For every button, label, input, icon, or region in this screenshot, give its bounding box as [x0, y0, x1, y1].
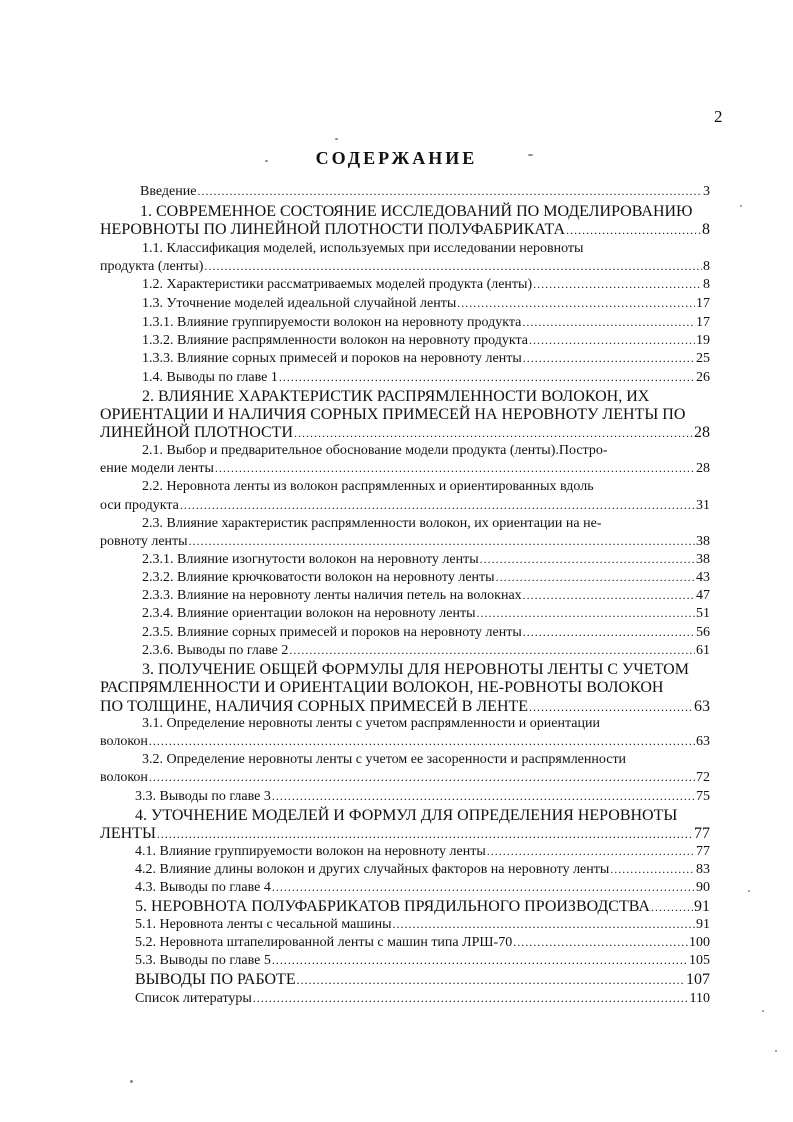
- toc-entry-label: 5. НЕРОВНОТА ПОЛУФАБРИКАТОВ ПРЯДИЛЬНОГО ПРОИЗВОДСТВА: [135, 898, 650, 915]
- toc-entry-label: 2.3.5. Влияние сорных примесей и пороков на неровноту ленты: [142, 625, 522, 640]
- toc-entry-page: 38: [696, 534, 710, 549]
- toc-entry-label: 5.3. Выводы по главе 5: [135, 953, 271, 968]
- toc-section-1-3-3[interactable]: [142, 350, 710, 367]
- toc-entry-label: 4.3. Выводы по главе 4: [135, 880, 271, 895]
- toc-entry-page: 110: [689, 991, 710, 1006]
- toc-entry-label: 4.2. Влияние длины волокон и других случайных факторов на неровноту ленты: [135, 862, 610, 877]
- toc-entry-label: оси продукта: [100, 498, 179, 513]
- toc-references[interactable]: [135, 990, 710, 1007]
- toc-section-2-3-2[interactable]: [142, 569, 710, 586]
- toc-section-1-3[interactable]: [142, 295, 710, 312]
- toc-section-1-3-2[interactable]: [142, 332, 710, 349]
- toc-chapter-1-line1[interactable]: 1. СОВРЕМЕННОЕ СОСТОЯНИЕ ИССЛЕДОВАНИЙ ПО МОДЕЛИРОВАНИЮ: [140, 203, 693, 220]
- toc-entry-page: 105: [689, 953, 710, 968]
- toc-entry-label: 2.3.3. Влияние на неровноту ленты наличия петель на волокнах: [142, 588, 522, 603]
- toc-entry-label: 1.2. Характеристики рассматриваемых моделей продукта (ленты): [142, 277, 533, 292]
- toc-entry-page: 8: [703, 259, 710, 274]
- toc-entry-label: ЛИНЕЙНОЙ ПЛОТНОСТИ: [100, 424, 293, 441]
- toc-entry-label: волокон: [100, 770, 148, 785]
- toc-section-3-1-line1[interactable]: 3.1. Определение неровноты ленты с учетом распрямленности и ориентации: [142, 716, 600, 731]
- toc-entry-label: 5.2. Неровнота штапелированной ленты с машин типа ЛРШ-70: [135, 935, 513, 950]
- toc-entry-label: ровноту ленты: [100, 534, 188, 549]
- toc-entry-label: Введение: [140, 184, 197, 199]
- toc-section-2-3-6[interactable]: [142, 642, 710, 659]
- toc-entry-page: 26: [696, 370, 710, 385]
- toc-section-3-3[interactable]: [135, 788, 710, 805]
- toc-section-2-3-1[interactable]: [142, 551, 710, 568]
- toc-section-4-3[interactable]: [135, 879, 710, 896]
- toc-entry-label: 2.3.2. Влияние крючковатости волокон на неровноту ленты: [142, 570, 495, 585]
- toc-entry-label: ение модели ленты: [100, 461, 214, 476]
- toc-chapter-4[interactable]: [100, 824, 710, 844]
- toc-section-1-4[interactable]: [142, 369, 710, 386]
- toc-entry-page: 61: [696, 643, 710, 658]
- scan-speck: [265, 160, 268, 162]
- toc-entry-page: 77: [696, 844, 710, 859]
- toc-entry-page: 63: [696, 734, 710, 749]
- toc-section-2-3-3[interactable]: [142, 587, 710, 604]
- toc-section-2-3-line1[interactable]: 2.3. Влияние характеристик распрямленности волокон, их ориентации на не-: [142, 516, 602, 531]
- toc-entry-page: 56: [696, 625, 710, 640]
- toc-entry-page: 47: [696, 588, 710, 603]
- toc-entry-page: 91: [696, 917, 710, 932]
- toc-section-2-1-line1[interactable]: 2.1. Выбор и предварительное обоснование модели продукта (ленты).Постро-: [142, 443, 608, 458]
- toc-section-1-1-line1[interactable]: 1.1. Классификация моделей, используемых при исследовании неровноты: [142, 241, 584, 256]
- toc-entry-page: 63: [694, 698, 710, 715]
- toc-chapter-3-line2[interactable]: РАСПРЯМЛЕННОСТИ И ОРИЕНТАЦИИ ВОЛОКОН, НЕ-РОВНОТЫ ВОЛОКОН: [100, 679, 664, 696]
- toc-section-3-2[interactable]: [100, 769, 710, 786]
- toc-chapter-2-line1[interactable]: 2. ВЛИЯНИЕ ХАРАКТЕРИСТИК РАСПРЯМЛЕННОСТИ ВОЛОКОН, ИХ: [142, 388, 650, 405]
- toc-entry-label: ЛЕНТЫ: [100, 825, 156, 842]
- toc-entry-page: 3: [703, 184, 710, 199]
- toc-entry-label: 5.1. Неровнота ленты с чесальной машины: [135, 917, 392, 932]
- toc-entry-page: 25: [696, 351, 710, 366]
- toc-entry-label: НЕРОВНОТЫ ПО ЛИНЕЙНОЙ ПЛОТНОСТИ ПОЛУФАБРИКАТА: [100, 221, 566, 238]
- toc-entry-page: 38: [696, 552, 710, 567]
- toc-entry-label: 1.4. Выводы по главе 1: [142, 370, 278, 385]
- toc-entry-page: 100: [689, 935, 710, 950]
- scan-speck: [335, 138, 338, 140]
- toc-conclusions[interactable]: [135, 970, 710, 990]
- scan-speck: [775, 1050, 777, 1052]
- toc-entry-intro[interactable]: [140, 183, 710, 200]
- scan-speck: [740, 205, 742, 207]
- toc-entry-label: 2.3.1. Влияние изогнутости волокон на неровноту ленты: [142, 552, 479, 567]
- page-title: СОДЕРЖАНИЕ: [315, 148, 478, 168]
- toc-entry-page: 91: [694, 898, 710, 915]
- toc-chapter-3[interactable]: [100, 697, 710, 717]
- toc-entry-label: 2.3.6. Выводы по главе 2: [142, 643, 289, 658]
- toc-entry-label: 1.3.1. Влияние группируемости волокон на неровноту продукта: [142, 315, 522, 330]
- toc-entry-page: 31: [696, 498, 710, 513]
- toc-section-5-1[interactable]: [135, 916, 710, 933]
- toc-chapter-4-line1[interactable]: 4. УТОЧНЕНИЕ МОДЕЛЕЙ И ФОРМУЛ ДЛЯ ОПРЕДЕЛЕНИЯ НЕРОВНОТЫ: [135, 807, 678, 824]
- toc-entry-page: 17: [696, 296, 710, 311]
- scan-speck: [130, 1080, 133, 1083]
- toc-chapter-3-line1[interactable]: 3. ПОЛУЧЕНИЕ ОБЩЕЙ ФОРМУЛЫ ДЛЯ НЕРОВНОТЫ ЛЕНТЫ С УЧЕТОМ: [142, 661, 689, 678]
- toc-section-2-2[interactable]: [100, 497, 710, 514]
- toc-section-5-3[interactable]: [135, 952, 710, 969]
- toc-entry-page: 43: [696, 570, 710, 585]
- toc-section-1-1[interactable]: [100, 258, 710, 275]
- toc-section-2-3-4[interactable]: [142, 605, 710, 622]
- toc-entry-page: 107: [686, 971, 710, 988]
- scan-speck: [748, 890, 750, 892]
- scan-speck: [528, 154, 533, 156]
- toc-chapter-1[interactable]: [100, 220, 710, 240]
- toc-entry-page: 77: [694, 825, 710, 842]
- toc-entry-page: 17: [696, 315, 710, 330]
- toc-entry-page: 19: [696, 333, 710, 348]
- toc-entry-label: волокон: [100, 734, 148, 749]
- toc-chapter-5[interactable]: [135, 897, 710, 917]
- toc-section-1-3-1[interactable]: [142, 314, 710, 331]
- toc-entry-page: 8: [703, 277, 710, 292]
- toc-entry-page: 75: [696, 789, 710, 804]
- toc-chapter-2[interactable]: [100, 423, 710, 443]
- toc-entry-page: 28: [694, 424, 710, 441]
- toc-entry-label: ПО ТОЛЩИНЕ, НАЛИЧИЯ СОРНЫХ ПРИМЕСЕЙ В ЛЕНТЕ: [100, 698, 529, 715]
- toc-entry-page: 83: [696, 862, 710, 877]
- toc-entry-label: ВЫВОДЫ ПО РАБОТЕ: [135, 971, 296, 988]
- toc-entry-label: 4.1. Влияние группируемости волокон на неровноту ленты: [135, 844, 486, 859]
- scan-speck: [762, 1010, 764, 1012]
- toc-entry-page: 8: [702, 221, 710, 238]
- toc-entry-label: 1.3. Уточнение моделей идеальной случайной ленты: [142, 296, 457, 311]
- toc-entry-label: 3.3. Выводы по главе 3: [135, 789, 271, 804]
- toc-section-3-1[interactable]: [100, 733, 710, 750]
- toc-chapter-2-line2[interactable]: ОРИЕНТАЦИИ И НАЛИЧИЯ СОРНЫХ ПРИМЕСЕЙ НА НЕРОВНОТУ ЛЕНТЫ ПО: [100, 406, 686, 423]
- toc-entry-page: 72: [696, 770, 710, 785]
- toc-entry-label: продукта (ленты): [100, 259, 204, 274]
- toc-entry-label: 1.3.2. Влияние распрямленности волокон на неровноту продукта: [142, 333, 529, 348]
- toc-entry-page: 51: [696, 606, 710, 621]
- toc-section-4-1[interactable]: [135, 843, 710, 860]
- toc-section-4-2[interactable]: [135, 861, 710, 878]
- toc-section-3-2-line1[interactable]: 3.2. Определение неровноты ленты с учетом ее засоренности и распрямленности: [142, 752, 627, 767]
- toc-entry-label: 2.3.4. Влияние ориентации волокон на неровноту ленты: [142, 606, 476, 621]
- toc-section-1-2[interactable]: [142, 276, 710, 293]
- toc-section-2-2-line1[interactable]: 2.2. Неровнота ленты из волокон распрямленных и ориентированных вдоль: [142, 479, 594, 494]
- toc-entry-label: 1.3.3. Влияние сорных примесей и пороков на неровноту ленты: [142, 351, 522, 366]
- toc-entry-label: Список литературы: [135, 991, 252, 1006]
- toc-section-2-3-5[interactable]: [142, 624, 710, 641]
- page-number: 2: [714, 107, 723, 126]
- toc-section-5-2[interactable]: [135, 934, 710, 951]
- toc-entry-page: 90: [696, 880, 710, 895]
- toc-section-2-3[interactable]: [100, 533, 710, 550]
- toc-entry-page: 28: [696, 461, 710, 476]
- toc-section-2-1[interactable]: [100, 460, 710, 477]
